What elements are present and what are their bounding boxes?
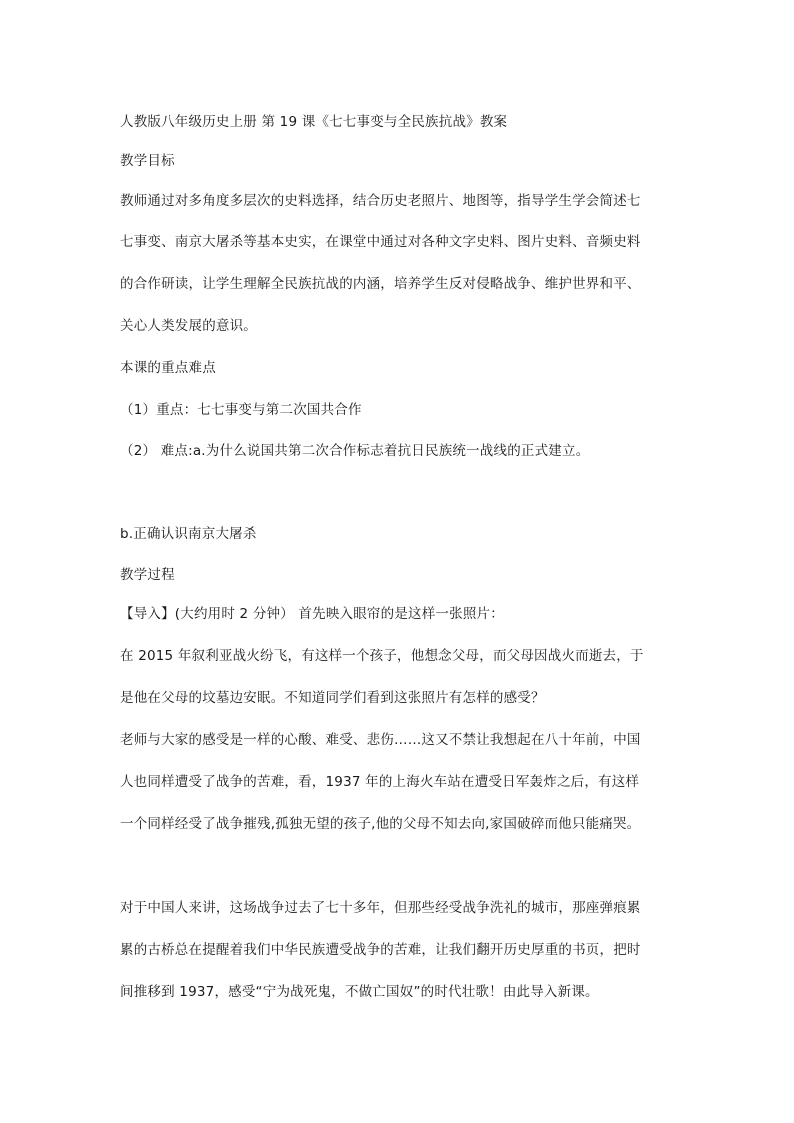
para3-line: 对于中国人来讲，这场战争过去了七十多年，但那些经受战争洗礼的城市，那座弹痕累: [120, 900, 641, 916]
key-point-1: （1）重点：七七事变与第二次国共合作: [120, 402, 362, 418]
para3-line: 累的古桥总在提醒着我们中华民族遭受战争的苦难，让我们翻开历史厚重的书页，把时: [120, 942, 641, 958]
document-title: 人教版八年级历史上册 第 19 课《七七事变与全民族抗战》教案: [120, 114, 508, 130]
key-point-2: （2） 难点:a.为什么说国共第二次合作标志着抗日民族统一战线的正式建立。: [120, 443, 590, 459]
objectives-line: 关心人类发展的意识。: [120, 318, 257, 334]
process-heading: 教学过程: [120, 567, 175, 583]
objectives-line: 七事变、南京大屠杀等基本史实，在课堂中通过对各种文字史料、图片史料、音频史料: [120, 234, 641, 250]
key-point-2b: b.正确认识南京大屠杀: [120, 526, 257, 542]
para1-line: 在 2015 年叙利亚战火纷飞，有这样一个孩子，他想念父母，而父母因战火而逝去，于: [120, 648, 644, 664]
para2-line: 人也同样遭受了战争的苦难，看，1937 年的上海火车站在遭受日军轰炸之后，有这样: [120, 774, 640, 790]
para2-line: 老师与大家的感受是一样的心酸、难受、悲伤……这又不禁让我想起在八十年前，中国: [120, 732, 641, 748]
objectives-line: 的合作研读，让学生理解全民族抗战的内涵，培养学生反对侵略战争、维护世界和平、: [120, 276, 641, 292]
intro-line: 【导入】(大约用时 2 分钟） 首先映入眼帘的是这样一张照片：: [120, 606, 504, 622]
para3-line: 间推移到 1937，感受“宁为战死鬼，不做亡国奴”的时代壮歌！由此导入新课。: [120, 984, 599, 1000]
key-points-heading: 本课的重点难点: [120, 360, 216, 376]
para2-line: 一个同样经受了战争摧残,孤独无望的孩子,他的父母不知去向,家国破碎而他只能痛哭。: [120, 816, 641, 832]
para1-line: 是他在父母的坟墓边安眠。不知道同学们看到这张照片有怎样的感受？: [120, 690, 545, 706]
objectives-heading: 教学目标: [120, 153, 175, 169]
objectives-line: 教师通过对多角度多层次的史料选择，结合历史老照片、地图等，指导学生学会简述七: [120, 193, 641, 209]
